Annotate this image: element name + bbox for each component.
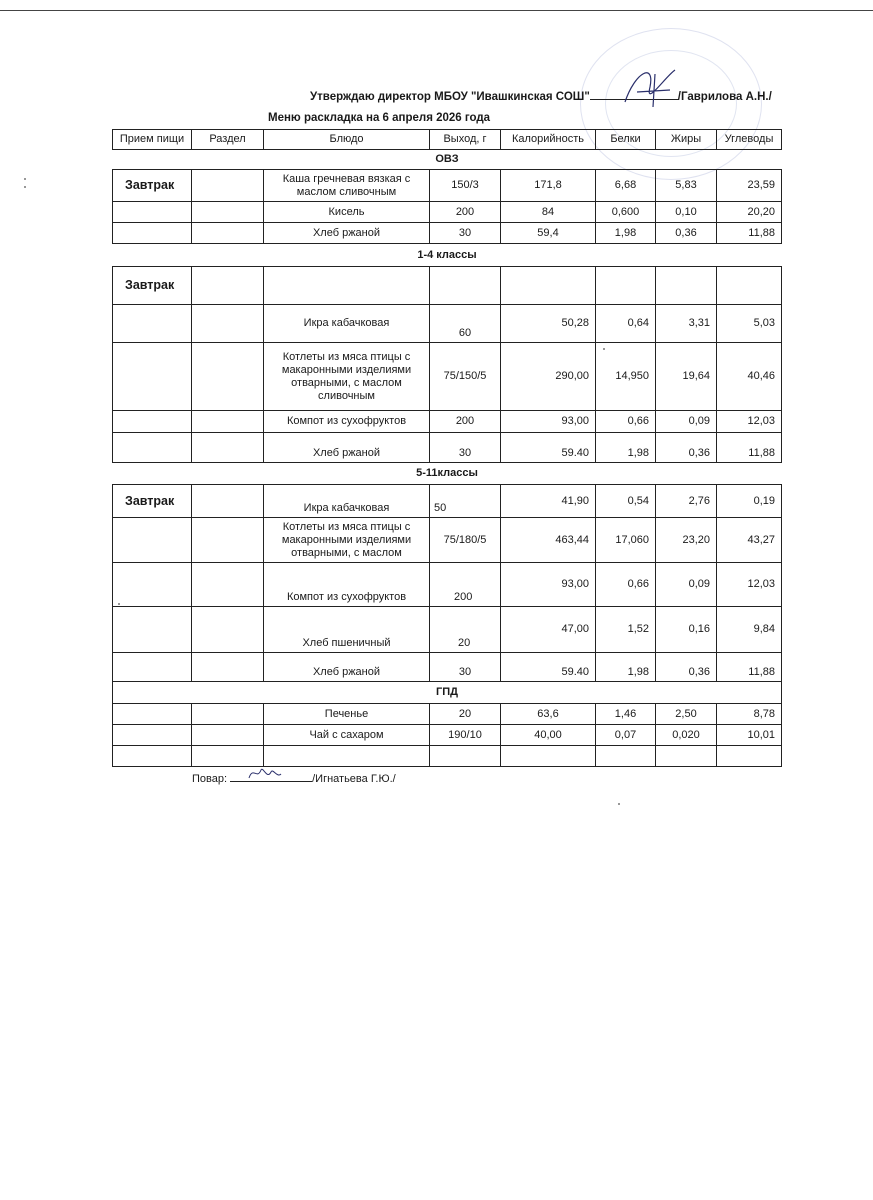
table-row [113,563,782,607]
section-title-5-11: 5-11классы [416,467,478,479]
scan-speck [618,803,620,805]
empty-cell [501,746,596,767]
empty-cell [113,563,192,607]
protein-cell: 0,600 [596,202,656,223]
protein-cell: 1,98 [596,223,656,244]
yield-cell: 20 [430,607,501,653]
dish-cell: Каша гречневая вязкая с маслом сливочным [264,170,430,202]
table-row [113,725,782,746]
carbs-cell: 23,59 [717,170,782,202]
col-header: Прием пищи [113,130,192,150]
kcal-cell: 59,4 [501,223,596,244]
director-signature [615,62,685,112]
dish-cell: Кисель [264,202,430,223]
kcal-cell: 93,00 [501,563,596,607]
carbs-cell: 12,03 [717,563,782,607]
kcal-cell: 84 [501,202,596,223]
menu-table [112,129,782,767]
empty-cell [113,305,192,343]
fat-cell: 0,09 [656,563,717,607]
table-row [113,704,782,725]
kcal-cell: 93,00 [501,411,596,433]
page-top-rule [0,10,873,11]
fat-cell: 0,36 [656,433,717,463]
fat-cell: 3,31 [656,305,717,343]
table-row [113,305,782,343]
empty-cell [264,267,430,305]
fat-cell: 0,36 [656,653,717,682]
menu-title: Меню раскладка на 6 апреля 2026 года [268,112,491,124]
protein-cell: 0,66 [596,411,656,433]
protein-cell: 1,98 [596,433,656,463]
kcal-cell: 59.40 [501,433,596,463]
yield-cell: 190/10 [430,725,501,746]
dish-cell: Чай с сахаром [264,725,430,746]
empty-cell [192,607,264,653]
carbs-cell: 11,88 [717,223,782,244]
empty-cell [192,704,264,725]
col-header: Углеводы [717,130,782,150]
carbs-cell: 0,19 [717,485,782,518]
fat-cell: 2,50 [656,704,717,725]
table-row [113,170,782,202]
fat-cell: 23,20 [656,518,717,563]
carbs-cell: 9,84 [717,607,782,653]
empty-cell [501,267,596,305]
section-title-ovz: ОВЗ [435,153,459,165]
fat-cell: 0,020 [656,725,717,746]
protein-cell: 6,68 [596,170,656,202]
cook-name: /Игнатьева Г.Ю./ [312,773,396,785]
approval-line [310,88,772,103]
yield-cell: 30 [430,433,501,463]
table-row [113,746,782,767]
carbs-cell: 11,88 [717,653,782,682]
empty-cell [656,746,717,767]
empty-cell [596,746,656,767]
meal-label: Завтрак [113,267,192,305]
yield-cell: 200 [430,411,501,433]
yield-cell: 50 [430,485,501,518]
empty-cell [192,202,264,223]
empty-cell [192,223,264,244]
empty-cell [113,411,192,433]
col-header: Белки [596,130,656,150]
kcal-cell: 47,00 [501,607,596,653]
protein-cell: 17,060 [596,518,656,563]
yield-cell: 150/3 [430,170,501,202]
table-row [113,223,782,244]
dish-cell: Компот из сухофруктов [264,563,430,607]
fat-cell: 0,16 [656,607,717,653]
yield-cell: 60 [430,305,501,343]
yield-cell: 75/180/5 [430,518,501,563]
table-row [113,267,782,305]
empty-cell [192,433,264,463]
protein-cell: 0,64 [596,305,656,343]
meal-label: Завтрак [113,485,192,518]
empty-cell [192,267,264,305]
carbs-cell: 12,03 [717,411,782,433]
table-row [113,653,782,682]
empty-cell [717,746,782,767]
header-row [113,130,782,150]
cook-signature [245,762,285,784]
dish-cell: Хлеб ржаной [264,433,430,463]
empty-cell [113,518,192,563]
dish-cell: Икра кабачковая [264,305,430,343]
table-row [113,343,782,411]
fat-cell: 0,09 [656,411,717,433]
section-title-gpd: ГПД [113,682,782,704]
cook-signature-line [192,770,396,785]
col-header: Блюдо [264,130,430,150]
section-row [113,463,782,485]
kcal-cell: 41,90 [501,485,596,518]
protein-cell: 0,07 [596,725,656,746]
kcal-cell: 63,6 [501,704,596,725]
empty-cell [113,343,192,411]
kcal-cell: 171,8 [501,170,596,202]
fat-cell: 19,64 [656,343,717,411]
scan-speck [118,603,120,605]
col-header: Жиры [656,130,717,150]
section-row [113,682,782,704]
director-name: /Гаврилова А.Н./ [677,91,772,103]
approval-text: Утверждаю директор МБОУ "Ивашкинская СОШ" [310,91,590,103]
kcal-cell: 290,00 [501,343,596,411]
section-row [113,150,782,170]
empty-cell [717,267,782,305]
carbs-cell: 20,20 [717,202,782,223]
kcal-cell: 40,00 [501,725,596,746]
fat-cell: 0,10 [656,202,717,223]
protein-cell: 14,950 [596,343,656,411]
empty-cell [192,563,264,607]
carbs-cell: 11,88 [717,433,782,463]
carbs-cell: 8,78 [717,704,782,725]
dish-cell: Хлеб ржаной [264,653,430,682]
fat-cell: 2,76 [656,485,717,518]
yield-cell: 30 [430,223,501,244]
dish-cell: Хлеб пшеничный [264,607,430,653]
col-header: Раздел [192,130,264,150]
empty-cell [192,518,264,563]
kcal-cell: 463,44 [501,518,596,563]
fat-cell: 5,83 [656,170,717,202]
empty-cell [192,411,264,433]
table-row [113,411,782,433]
scan-speck [24,186,26,188]
dish-cell: Котлеты из мяса птицы с макаронными изделиями отварными, с маслом [264,518,430,563]
table-row [113,433,782,463]
protein-cell: 1,52 [596,607,656,653]
dish-cell: Компот из сухофруктов [264,411,430,433]
scan-speck [603,348,605,350]
cook-label: Повар: [192,773,228,785]
kcal-cell: 59.40 [501,653,596,682]
empty-cell [192,485,264,518]
table-row [113,485,782,518]
protein-cell: 0,66 [596,563,656,607]
scan-speck [24,178,26,180]
protein-cell: 1,46 [596,704,656,725]
yield-cell: 75/150/5 [430,343,501,411]
empty-cell [113,653,192,682]
empty-cell [113,202,192,223]
table-row [113,518,782,563]
fat-cell: 0,36 [656,223,717,244]
carbs-cell: 5,03 [717,305,782,343]
carbs-cell: 10,01 [717,725,782,746]
meal-label: Завтрак [113,170,192,202]
section-title-1-4: 1-4 классы [417,248,477,261]
empty-cell [656,267,717,305]
empty-cell [192,343,264,411]
empty-cell [113,704,192,725]
empty-cell [596,267,656,305]
carbs-cell: 40,46 [717,343,782,411]
protein-cell: 1,98 [596,653,656,682]
empty-cell [113,607,192,653]
col-header: Выход, г [430,130,501,150]
table-row [113,202,782,223]
empty-cell [113,223,192,244]
dish-cell: Печенье [264,704,430,725]
yield-cell: 200 [430,202,501,223]
empty-cell [264,746,430,767]
dish-cell: Котлеты из мяса птицы с макаронными изделиями отварными, с маслом сливочным [264,343,430,411]
empty-cell [113,433,192,463]
empty-cell [113,746,192,767]
carbs-cell: 43,27 [717,518,782,563]
table-row [113,607,782,653]
col-header: Калорийность [501,130,596,150]
empty-cell [192,305,264,343]
dish-cell: Икра кабачковая [264,485,430,518]
section-cell [192,170,264,202]
dish-cell: Хлеб ржаной [264,223,430,244]
protein-cell: 0,54 [596,485,656,518]
empty-cell [192,725,264,746]
empty-cell [430,267,501,305]
empty-cell [192,653,264,682]
empty-cell [430,746,501,767]
yield-cell: 30 [430,653,501,682]
empty-cell [113,725,192,746]
yield-cell: 200 [430,563,501,607]
kcal-cell: 50,28 [501,305,596,343]
yield-cell: 20 [430,704,501,725]
section-row [113,244,782,267]
